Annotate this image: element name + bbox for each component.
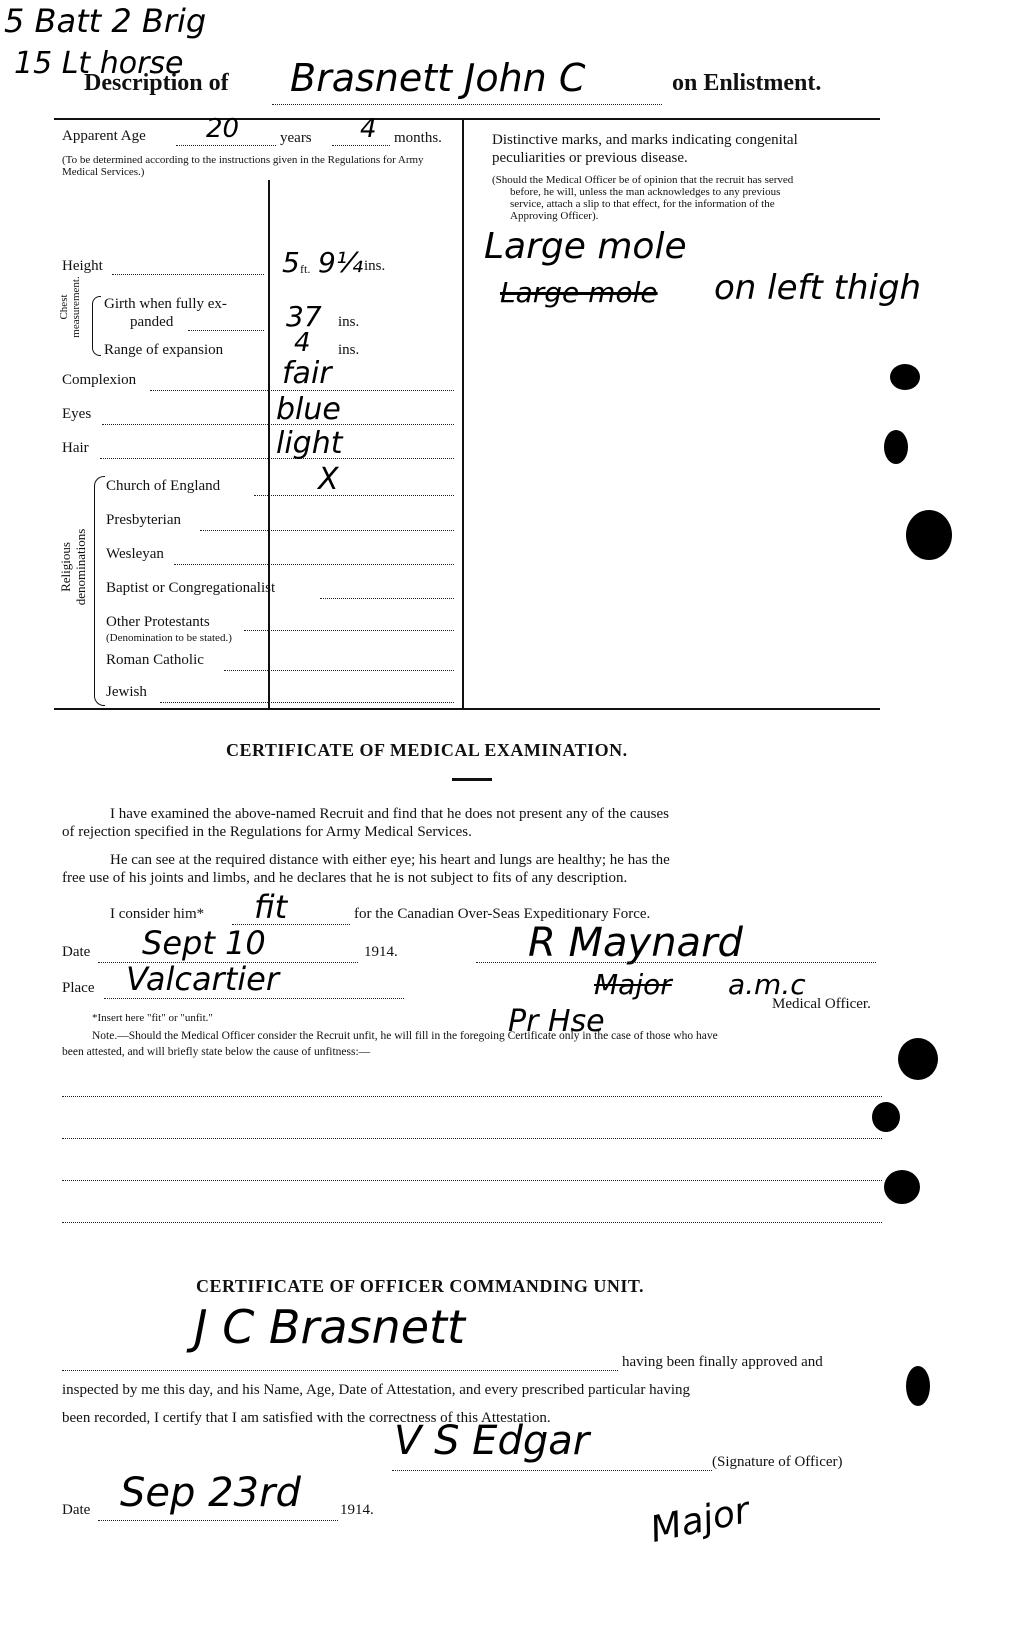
label-column-divider	[268, 180, 270, 708]
signature-of-officer-label: (Signature of Officer)	[712, 1454, 843, 1470]
title-dash	[452, 778, 492, 781]
religion-mark-church-of-england: X	[318, 462, 339, 497]
title-prefix: Description of	[84, 70, 229, 96]
title-suffix: on Enlistment.	[672, 70, 822, 96]
chest-measurement-label: Chest measurement.	[58, 276, 82, 338]
complexion-value: fair	[282, 356, 332, 391]
height-label: Height	[62, 258, 103, 274]
religion-item-roman-catholic: Roman Catholic	[106, 652, 204, 668]
ink-blot	[884, 1170, 920, 1204]
fit-unfit-note: *Insert here "fit" or "unfit."	[92, 1012, 213, 1024]
medical-date-value: Sept 10	[142, 924, 266, 962]
medical-officer-signature: R Maynard	[528, 920, 743, 966]
unit-annotation-line2: 15 Lt horse	[14, 46, 184, 81]
commanding-line1-suffix: having been finally approved and	[622, 1354, 823, 1370]
unfitness-line	[62, 1096, 882, 1097]
medical-paragraph-2-line2: free use of his joints and limbs, and he declares that he is not subject to fits of any description.	[62, 870, 628, 886]
medical-officer-label: Medical Officer.	[772, 996, 871, 1012]
recruit-name: Brasnett John C	[290, 56, 586, 100]
medical-certificate-title: CERTIFICATE OF MEDICAL EXAMINATION.	[226, 740, 628, 760]
height-ins-label: ins.	[364, 258, 386, 274]
religion-item-other-protestants: Other Protestants	[106, 614, 210, 630]
hair-value: light	[276, 426, 343, 461]
commanding-line2: inspected by me this day, and his Name, Age, Date of Attestation, and every prescribed particular having	[62, 1382, 691, 1398]
medical-paragraph-2-line1: He can see at the required distance with either eye; his heart and lungs are healthy; he has the	[110, 852, 670, 868]
table-bottom-rule	[54, 708, 880, 710]
medical-officer-extra: Pr Hse	[508, 1004, 605, 1039]
range-expansion-label: Range of expansion	[104, 342, 224, 358]
feet-label: ft.	[300, 262, 311, 276]
officer-signature: V S Edgar	[394, 1418, 590, 1464]
commanding-line3: been recorded, I certify that I am satisfied with the correctness of this Attestation.	[62, 1410, 551, 1426]
unfitness-line	[62, 1180, 882, 1181]
range-expansion-value: 4	[294, 328, 311, 358]
height-feet-value: 5	[282, 246, 300, 279]
religion-item-jewish: Jewish	[106, 684, 147, 700]
eyes-value: blue	[276, 392, 341, 427]
months-label: months.	[394, 130, 442, 146]
unfit-note-line1: Note.—Should the Medical Officer consider the Recruit unfit, he will fill in the foregoing Certificate only in the case of those who have	[92, 1030, 718, 1042]
medical-paragraph-1-line2: of rejection specified in the Regulations for Army Medical Services.	[62, 824, 472, 840]
unit-annotation-line1: 5 Batt 2 Brig	[4, 2, 207, 40]
commanding-date-value: Sep 23rd	[120, 1470, 301, 1516]
marks-heading-1: Distinctive marks, and marks indicating congenital	[492, 132, 798, 148]
commanding-certificate-title: CERTIFICATE OF OFFICER COMMANDING UNIT.	[196, 1276, 645, 1296]
marks-heading-2: peculiarities or previous disease.	[492, 150, 688, 166]
apparent-age-label: Apparent Age	[62, 128, 146, 144]
ink-blot	[890, 364, 920, 390]
eyes-label: Eyes	[62, 406, 92, 422]
religion-item-baptist-congregationalist: Baptist or Congregationalist	[106, 580, 276, 596]
marks-note-2: before, he will, unless the man acknowledges to any previous	[510, 186, 781, 198]
ink-blot	[906, 510, 952, 560]
girth-label-2: panded	[130, 314, 174, 330]
complexion-label: Complexion	[62, 372, 137, 388]
ink-blot	[884, 430, 908, 464]
range-unit: ins.	[338, 342, 360, 358]
girth-value: 37	[286, 300, 322, 333]
age-months-value: 4	[360, 114, 377, 144]
place-value: Valcartier	[126, 960, 279, 998]
ink-blot	[906, 1366, 930, 1406]
medical-officer-rank: Major	[594, 968, 672, 1001]
age-years-value: 20	[206, 114, 240, 144]
marks-note-1: (Should the Medical Officer be of opinion that the recruit has served	[492, 174, 794, 186]
marks-struck-text: Large mole	[500, 276, 658, 309]
chest-brace	[92, 296, 101, 356]
hair-label: Hair	[62, 440, 89, 456]
religion-item-church-of-england: Church of England	[106, 478, 221, 494]
ink-blot	[898, 1038, 938, 1080]
fitness-value: fit	[254, 888, 288, 926]
height-inches-value: 9¼	[318, 246, 363, 279]
table-top-rule	[54, 118, 880, 120]
medical-officer-unit: a.m.c	[728, 968, 806, 1001]
marks-handwritten-line1: Large mole	[484, 226, 687, 267]
girth-unit: ins.	[338, 314, 360, 330]
religion-brace	[94, 476, 105, 706]
unfit-note-line2: been attested, and will briefly state below the cause of unfitness:—	[62, 1046, 371, 1058]
place-label: Place	[62, 980, 95, 996]
ink-blot	[872, 1102, 900, 1132]
medical-date-year: 1914.	[364, 944, 398, 960]
age-instructions-note: (To be determined according to the instructions given in the Regulations for Army Medical Services.)	[62, 154, 424, 178]
recruit-signature: J C Brasnett	[194, 1300, 466, 1354]
table-divider	[462, 118, 464, 708]
commanding-date-label: Date	[62, 1502, 91, 1518]
years-label: years	[280, 130, 312, 146]
religion-other-note: (Denomination to be stated.)	[106, 632, 232, 644]
religion-item-presbyterian: Presbyterian	[106, 512, 181, 528]
officer-rank: Major	[646, 1490, 754, 1551]
unfitness-line	[62, 1222, 882, 1223]
marks-note-4: Approving Officer).	[510, 210, 599, 222]
consider-prefix: I consider him*	[110, 906, 205, 922]
marks-note-3: service, attach a slip to that effect, for the information of the	[510, 198, 775, 210]
religion-item-wesleyan: Wesleyan	[106, 546, 164, 562]
girth-label-1: Girth when fully ex-	[104, 296, 227, 312]
medical-paragraph-1-line1: I have examined the above-named Recruit and find that he does not present any of the causes	[110, 806, 669, 822]
religious-denominations-label: Religious denominations	[58, 528, 88, 606]
marks-handwritten-line2: on left thigh	[714, 268, 922, 308]
medical-date-label: Date	[62, 944, 91, 960]
commanding-date-year: 1914.	[340, 1502, 374, 1518]
consider-suffix: for the Canadian Over-Seas Expeditionary Force.	[354, 906, 651, 922]
unfitness-line	[62, 1138, 882, 1139]
